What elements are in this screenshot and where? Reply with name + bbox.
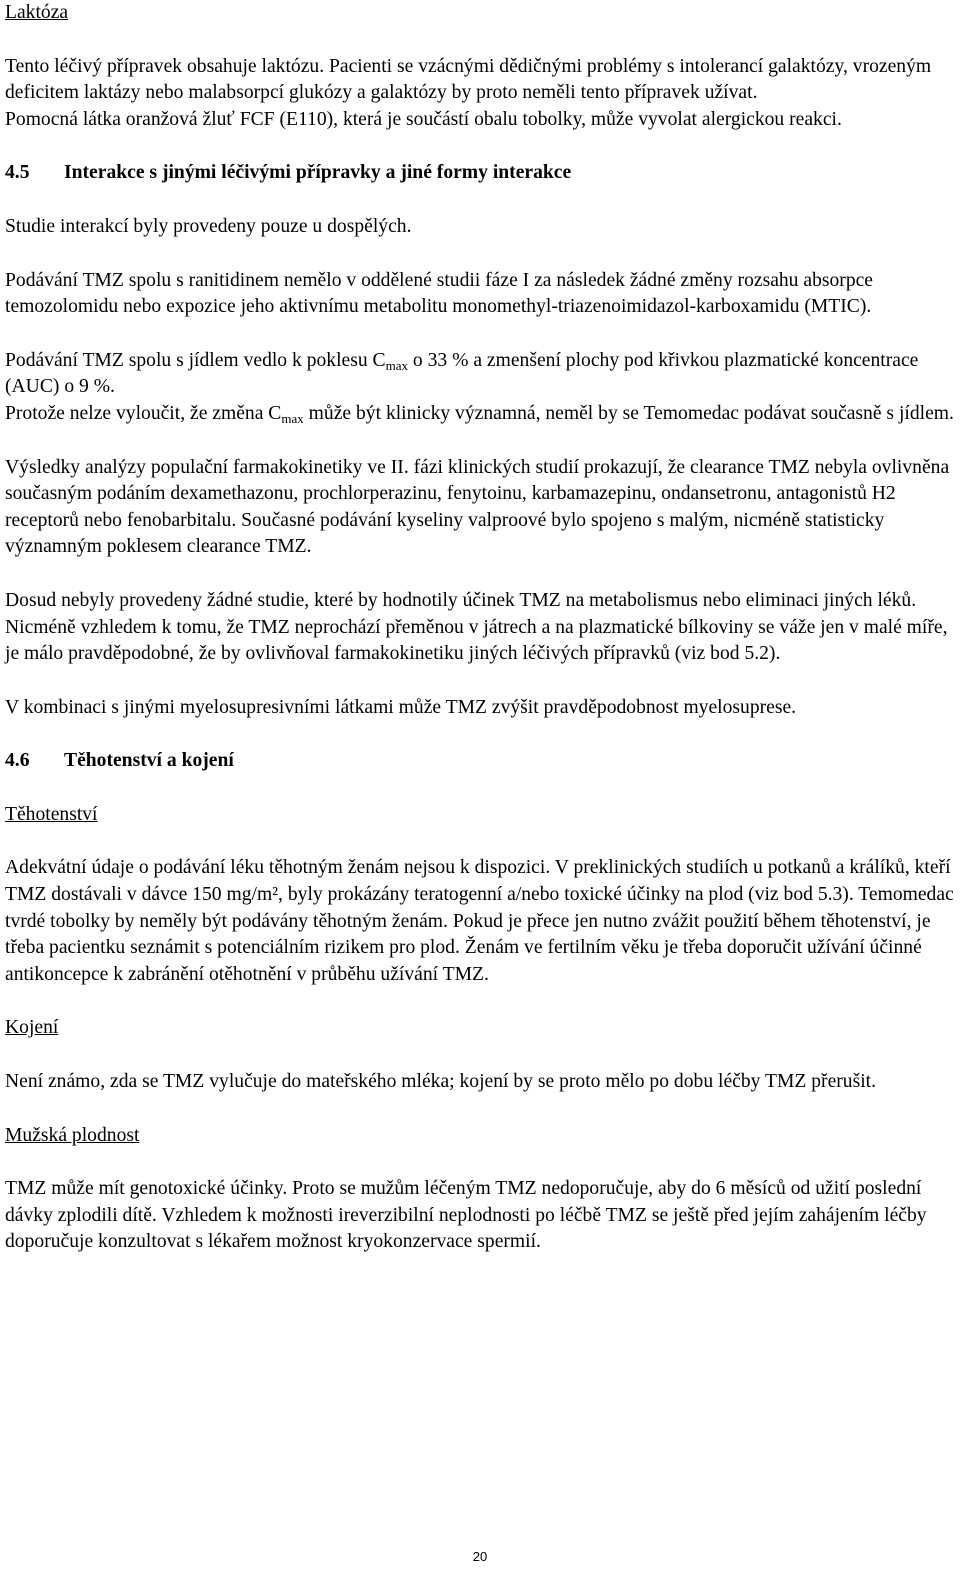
fertility-paragraph: TMZ může mít genotoxické účinky. Proto se mužům léčeným TMZ nedoporučuje, aby do 6 měsíců od užití poslední dávky zplodili dítě. Vzhledem k možnosti ireverzibilní neplodnosti po léčbě TMZ se ještě před jejím zahájením léčby doporučuje konzultovat s lékařem možnost kryokonzervace spermií. (5, 1178, 927, 1253)
interactions-paragraph-6: Dosud nebyly provedeny žádné studie, které by hodnotily účinek TMZ na metabolismus nebo eliminaci jiných léků. Nicméně vzhledem k tomu, že TMZ neprochází přeměnou v játrech a na plazmatické bílkoviny se váže jen v malé míře, je málo pravděpodobné, že by ovlivňoval farmakokinetiku jiných léčivých přípravků (viz bod 5.2). (5, 589, 948, 665)
interactions-paragraph-1: Studie interakcí byly provedeny pouze u dospělých. (5, 215, 412, 237)
text-run: může být klinicky významná, neměl by se Temomedac podávat současně s jídlem. (303, 402, 954, 424)
pregnancy-paragraph: Adekvátní údaje o podávání léku těhotným ženám nejsou k dispozici. V preklinických studiích u potkanů a králíků, kteří TMZ dostávali v dávce 150 mg/m², byly prokázány teratogenní a/nebo toxické účinky na plod (viz bod 5.3). Temomedac tvrdé tobolky by neměly být podávány těhotným ženám. Pokud je přece jen nutno zvážit použití během těhotenství, je třeba pacientku seznámit s potenciálním rizikem pro plod. Ženám ve fertilním věku je třeba doporučit užívání účinné antikoncepce k zabránění otěhotnění v průběhu užívání TMZ. (5, 857, 954, 985)
text-run: Podávání TMZ spolu s jídlem vedlo k poklesu C (5, 349, 386, 371)
subscript: max (385, 357, 409, 373)
text-run: o 33 % a zmenšení plochy pod křivkou plazmatické koncentrace (AUC) o 9 %. (5, 349, 919, 398)
lactose-paragraph-1: Tento léčivý přípravek obsahuje laktózu. Pacienti se vzácnými dědičnými problémy s intolerancí galaktózy, vrozeným deficitem laktázy nebo malabsorpcí glukózy a galaktózy by proto neměli tento přípravek užívat. (5, 55, 932, 104)
lactose-title: Laktóza (5, 2, 69, 23)
document-page (5, 0, 955, 1256)
section-4-5-number: 4.5 (5, 162, 30, 184)
fertility-title: Mužská plodnost (5, 1124, 140, 1146)
section-4-5-heading (5, 160, 955, 187)
section-4-5-title: Interakce s jinými léčivými přípravky a jiné formy interakce (64, 162, 572, 184)
subscript: max (281, 410, 304, 426)
section-4-6-heading (5, 748, 955, 775)
interactions-paragraph-2: Podávání TMZ spolu s ranitidinem nemělo v oddělené studii fáze I za následek žádné změny rozsahu absorpce temozolomidu nebo expozice jeho aktivnímu metabolitu monomethyl-triazenoimidazol-karboxamidu (MTIC). (5, 269, 874, 318)
section-4-6-number: 4.6 (5, 750, 30, 772)
text-run: Protože nelze vyloučit, že změna C (5, 402, 282, 424)
breastfeeding-title: Kojení (5, 1017, 59, 1039)
page-number: 20 (472, 1549, 488, 1564)
lactose-paragraph-2: Pomocná látka oranžová žluť FCF (E110), která je součástí obalu tobolky, může vyvolat alergickou reakci. (5, 108, 842, 130)
interactions-paragraph-7: V kombinaci s jinými myelosupresivními látkami může TMZ zvýšit pravděpodobnost myelosuprese. (5, 696, 797, 718)
breastfeeding-paragraph: Není známo, zda se TMZ vylučuje do mateřského mléka; kojení by se proto mělo po dobu léčby TMZ přerušit. (5, 1071, 876, 1093)
section-4-6-title: Těhotenství a kojení (64, 750, 234, 772)
interactions-paragraph-4 (5, 401, 955, 428)
pregnancy-title: Těhotenství (5, 803, 98, 825)
interactions-paragraph-3 (5, 348, 955, 401)
interactions-paragraph-5: Výsledky analýzy populační farmakokinetiky ve II. fázi klinických studií prokazují, že clearance TMZ nebyla ovlivněna současným podáním dexamethazonu, prochlorperazinu, fenytoinu, karbamazepinu, ondansetronu, antagonistů H2 receptorů nebo fenobarbitalu. Současné podávání kyseliny valproové bylo spojeno s malým, nicméně statisticky významným poklesem clearance TMZ. (5, 456, 950, 558)
